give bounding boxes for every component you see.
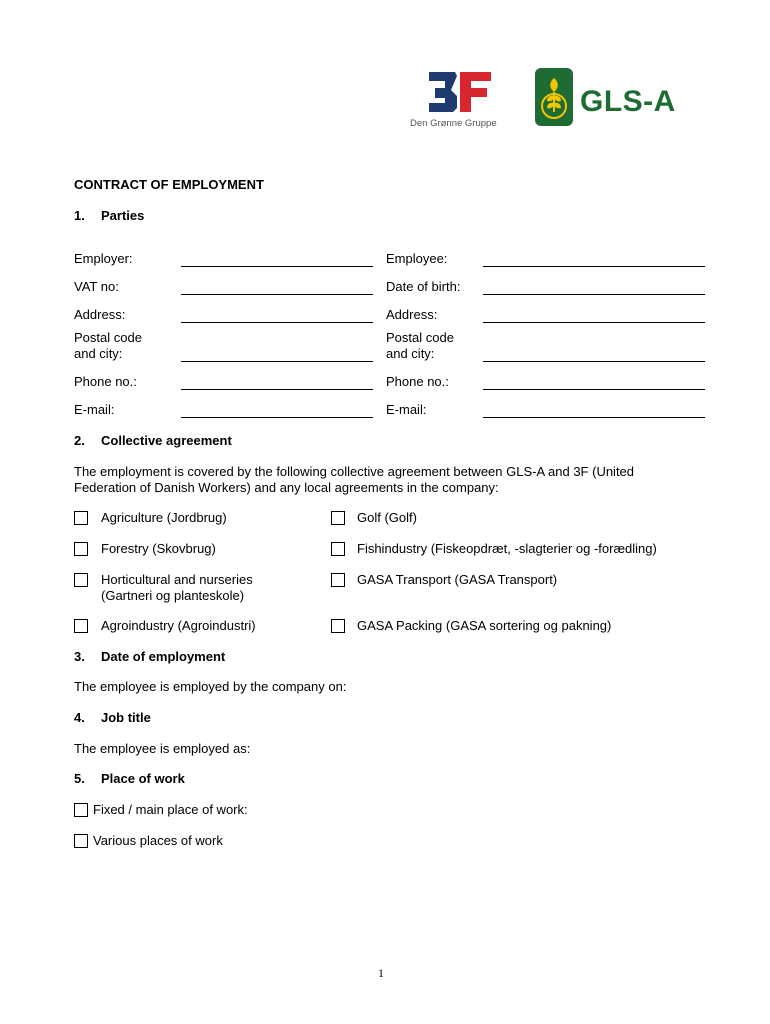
fishindustry-label: Fishindustry (Fiskeopdræt, -slagterier og -forædling) (357, 541, 657, 556)
gasa-packing-checkbox[interactable] (331, 619, 345, 633)
job-title-text: The employee is employed as: (74, 741, 251, 756)
email-left-field[interactable] (181, 417, 373, 418)
section-2-number: 2. (74, 433, 85, 448)
address-right-label: Address: (386, 307, 438, 322)
horticultural-checkbox[interactable] (74, 573, 88, 587)
agriculture-label: Agriculture (Jordbrug) (101, 510, 227, 525)
phone-left-label: Phone no.: (74, 374, 137, 389)
page-number: 1 (378, 966, 384, 980)
agroindustry-checkbox[interactable] (74, 619, 88, 633)
document-title: CONTRACT OF EMPLOYMENT (74, 177, 264, 192)
fixed-place-label: Fixed / main place of work: (93, 802, 248, 817)
section-3-heading: Date of employment (101, 649, 226, 664)
gasa-transport-checkbox[interactable] (331, 573, 345, 587)
postal-right-label-2: and city: (386, 346, 435, 361)
horticultural-label-1: Horticultural and nurseries (101, 572, 253, 587)
gasa-transport-label: GASA Transport (GASA Transport) (357, 572, 558, 587)
section-4-heading: Job title (101, 710, 151, 725)
employee-field[interactable] (483, 266, 705, 267)
email-right-label: E-mail: (386, 402, 427, 417)
horticultural-label-2: (Gartneri og planteskole) (101, 588, 245, 603)
postal-left-field[interactable] (181, 361, 373, 362)
fishindustry-checkbox[interactable] (331, 542, 345, 556)
phone-left-field[interactable] (181, 389, 373, 390)
forestry-checkbox[interactable] (74, 542, 88, 556)
various-places-checkbox[interactable] (74, 834, 88, 848)
section-5-number: 5. (74, 771, 85, 786)
fixed-place-checkbox[interactable] (74, 803, 88, 817)
section-3-number: 3. (74, 649, 85, 664)
email-right-field[interactable] (483, 417, 705, 418)
gls-a-wordmark: GLS-A (580, 85, 676, 118)
phone-right-field[interactable] (483, 389, 705, 390)
postal-right-label-1: Postal code (386, 330, 454, 345)
gls-a-badge-icon (535, 68, 573, 126)
phone-right-label: Phone no.: (386, 374, 449, 389)
postal-right-field[interactable] (483, 361, 705, 362)
various-places-label: Various places of work (93, 833, 223, 848)
gasa-packing-label: GASA Packing (GASA sortering og pakning) (357, 618, 612, 633)
collective-intro-line-1: The employment is covered by the following collective agreement between GLS-A and 3F (United (74, 464, 635, 479)
date-of-employment-text: The employee is employed by the company on: (74, 679, 347, 694)
vat-label: VAT no: (74, 279, 119, 294)
section-5-heading: Place of work (101, 771, 185, 786)
agriculture-checkbox[interactable] (74, 511, 88, 525)
address-right-field[interactable] (483, 322, 705, 323)
section-1-heading: Parties (101, 208, 145, 223)
employer-field[interactable] (181, 266, 373, 267)
employer-label: Employer: (74, 251, 133, 266)
3f-logo (427, 70, 493, 114)
postal-left-label-2: and city: (74, 346, 123, 361)
logo-caption: Den Grønne Gruppe (410, 118, 497, 129)
agroindustry-label: Agroindustry (Agroindustri) (101, 618, 256, 633)
dob-label: Date of birth: (386, 279, 461, 294)
forestry-label: Forestry (Skovbrug) (101, 541, 216, 556)
email-left-label: E-mail: (74, 402, 115, 417)
golf-label: Golf (Golf) (357, 510, 417, 525)
collective-intro-line-2: Federation of Danish Workers) and any local agreements in the company: (74, 480, 499, 495)
section-2-heading: Collective agreement (101, 433, 232, 448)
address-left-field[interactable] (181, 322, 373, 323)
section-1-number: 1. (74, 208, 85, 223)
dob-field[interactable] (483, 294, 705, 295)
section-4-number: 4. (74, 710, 85, 725)
golf-checkbox[interactable] (331, 511, 345, 525)
address-left-label: Address: (74, 307, 126, 322)
postal-left-label-1: Postal code (74, 330, 142, 345)
vat-field[interactable] (181, 294, 373, 295)
employee-label: Employee: (386, 251, 448, 266)
